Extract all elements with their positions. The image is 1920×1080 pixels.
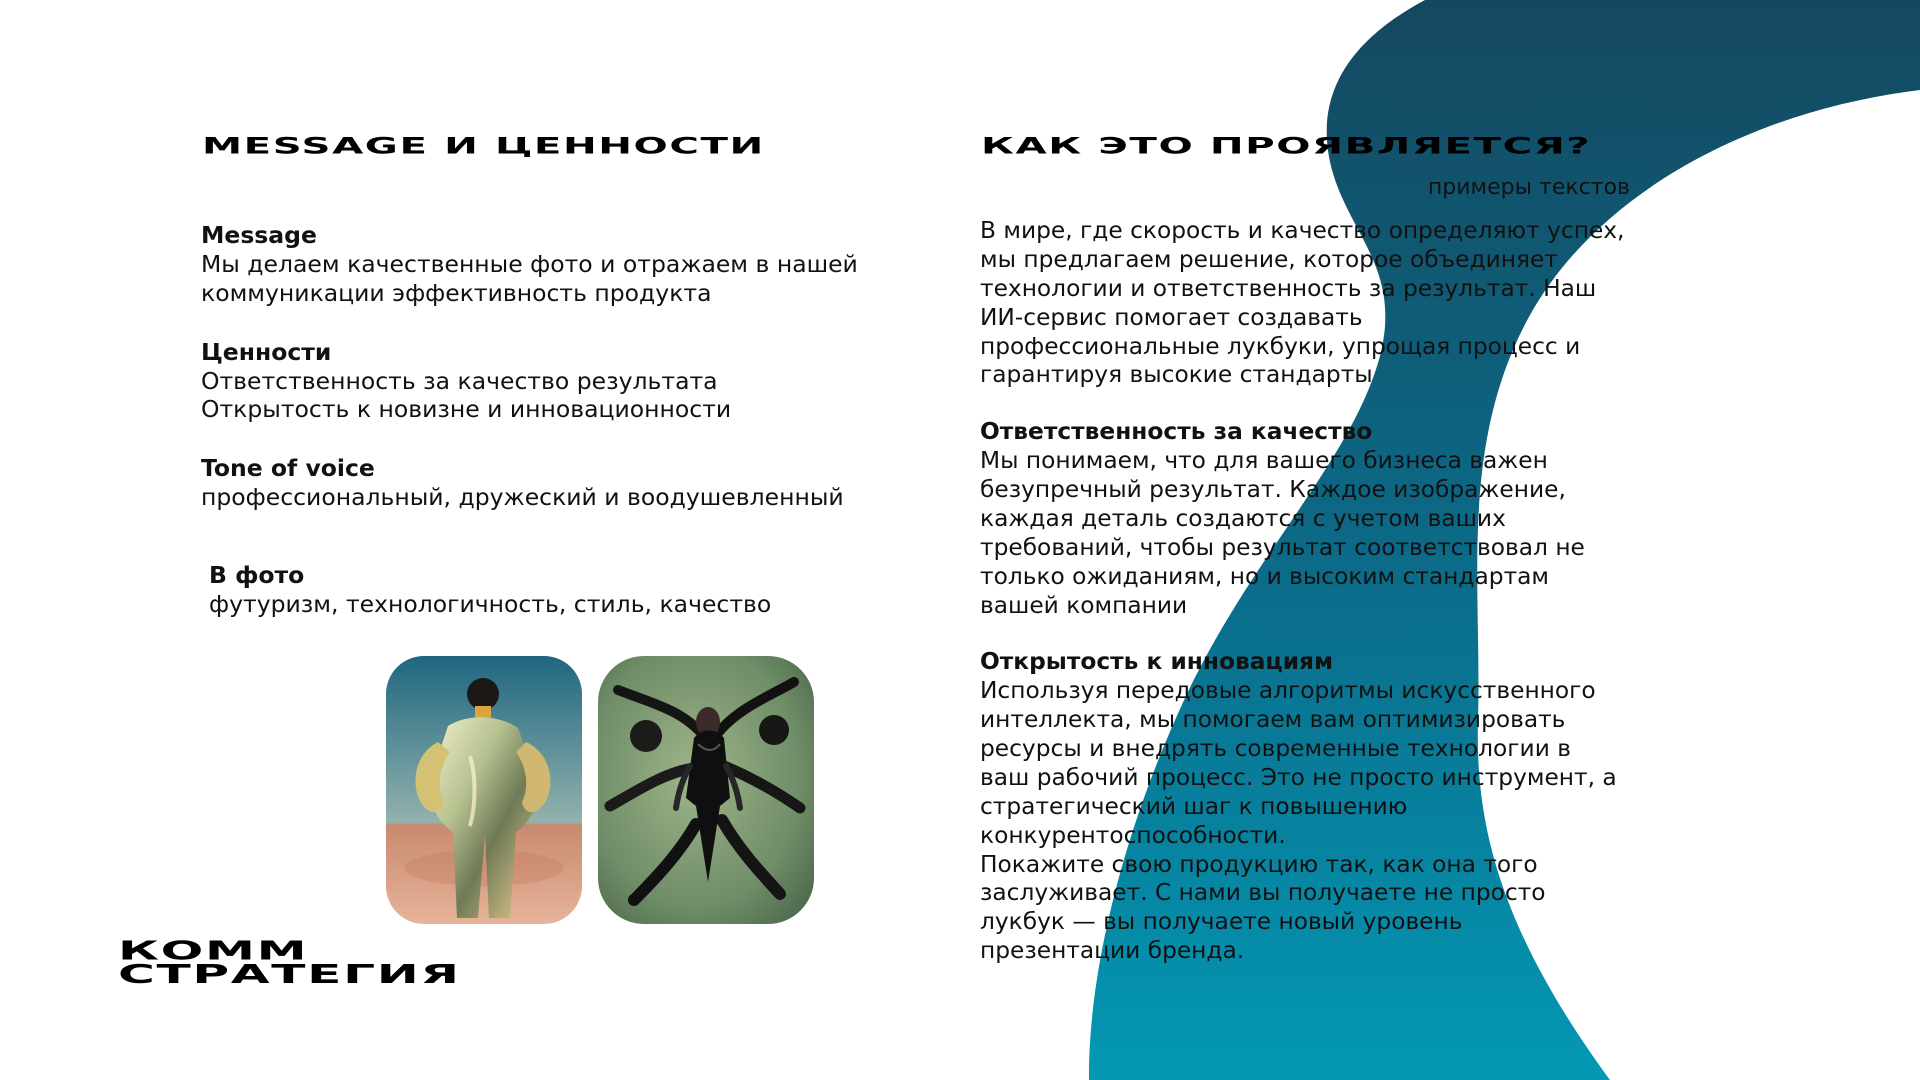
- innovation-label: Открытость к инновациям: [980, 648, 1334, 676]
- values-block: [201, 338, 891, 425]
- quality-line-6: вашей компании: [980, 591, 1188, 619]
- intro-line-4: ИИ-сервис помогает создавать: [980, 303, 1363, 331]
- tone-line-1: профессиональный, дружеский и воодушевленный: [201, 483, 844, 512]
- photo-style-block: [209, 561, 771, 619]
- innovation-line-7: Покажите свою продукцию так, как она того: [980, 850, 1538, 878]
- tone-label: Tone of voice: [201, 454, 375, 483]
- message-line-2: коммуникации эффективность продукта: [201, 278, 712, 307]
- message-values-heading: MESSAGE И ЦЕННОСТИ: [202, 134, 765, 160]
- intro-line-1: В мире, где скорость и качество определяют успех,: [980, 217, 1625, 244]
- innovation-line-2: интеллекта, мы помогаем вам оптимизировать: [980, 706, 1566, 734]
- text-examples-subtitle: примеры текстов: [1427, 175, 1630, 200]
- innovation-line-5: стратегический шаг к повышению: [980, 792, 1408, 820]
- innovation-paragraph: [980, 648, 1660, 966]
- right-copy: [980, 217, 1660, 994]
- metallic-fashion-photo: [386, 656, 582, 924]
- innovation-line-10: презентации бренда.: [980, 937, 1245, 965]
- tone-block: [201, 454, 891, 512]
- intro-line-6: гарантируя высокие стандарты: [980, 361, 1373, 389]
- example-photos: [386, 656, 814, 924]
- photo-style-line-1: футуризм, технологичность, стиль, качество: [209, 589, 772, 618]
- intro-line-3: технологии и ответственность за результат. Наш: [980, 274, 1597, 302]
- innovation-line-1: Используя передовые алгоритмы искусственного: [980, 677, 1596, 705]
- comm-strategy-heading-line-1: КОММ: [118, 935, 309, 967]
- innovation-line-9: лукбук — вы получаете новый уровень: [980, 908, 1463, 936]
- intro-paragraph: [980, 217, 1660, 390]
- message-label: Message: [201, 221, 317, 249]
- values-label: Ценности: [201, 337, 332, 366]
- photo-style-label: В фото: [209, 561, 305, 589]
- comm-strategy-heading-line-2: СТРАТЕГИЯ: [118, 959, 461, 990]
- innovation-line-6: конкурентоспособности.: [980, 821, 1286, 849]
- intro-line-2: мы предлагаем решение, которое объединяет: [980, 245, 1558, 273]
- message-line-1: Мы делаем качественные фото и отражаем в нашей: [201, 249, 858, 278]
- left-copy: [201, 221, 891, 542]
- message-block: [201, 221, 891, 308]
- quality-line-3: каждая деталь создаются с учетом ваших: [980, 504, 1506, 532]
- innovation-line-8: заслуживает. С нами вы получаете не просто: [980, 879, 1546, 907]
- innovation-line-3: ресурсы и внедрять современные технологии в: [980, 735, 1571, 762]
- intro-line-5: профессиональные лукбуки, упрощая процесс и: [980, 332, 1581, 360]
- how-it-shows-heading: КАК ЭТО ПРОЯВЛЯЕТСЯ?: [981, 134, 1592, 160]
- quality-line-4: требований, чтобы результат соответствовал не: [980, 533, 1585, 561]
- quality-label: Ответственность за качество: [980, 418, 1373, 446]
- innovation-line-4: ваш рабочий процесс. Это не просто инструмент, а: [980, 763, 1617, 791]
- comm-strategy-heading: [118, 935, 461, 990]
- quality-paragraph: [980, 418, 1660, 620]
- quality-line-5: только ожиданиям, но и высоким стандартам: [980, 562, 1550, 590]
- dynamic-latex-photo: [598, 656, 814, 924]
- values-line-2: Открытость к новизне и инновационности: [201, 395, 732, 424]
- values-line-1: Ответственность за качество результата: [201, 366, 718, 395]
- quality-line-2: безупречный результат. Каждое изображение,: [980, 476, 1566, 503]
- quality-line-1: Мы понимаем, что для вашего бизнеса важен: [980, 447, 1548, 475]
